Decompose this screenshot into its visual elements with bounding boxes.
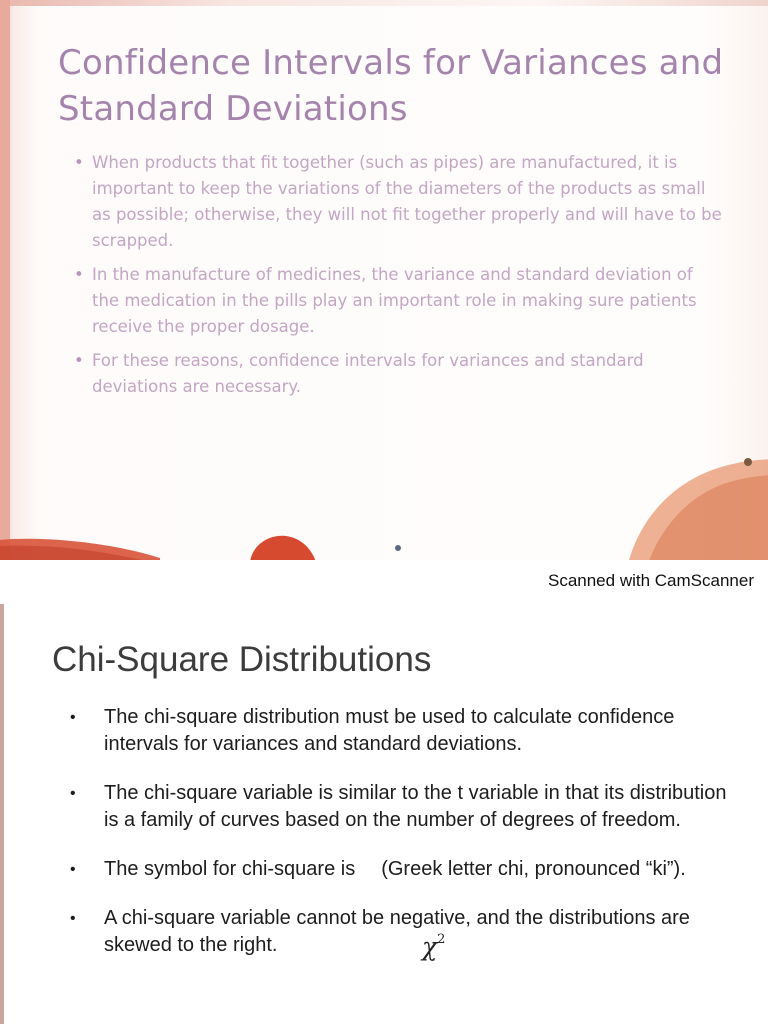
- slide2-bullet-3-text-after: (Greek letter chi, pronounced “ki”).: [381, 858, 686, 880]
- slide2-bullet-4: [70, 905, 740, 959]
- bullet-icon: •: [70, 910, 76, 927]
- slide2-bullet-1: [70, 704, 740, 758]
- slide1-title: Confidence Intervals for Variances and Standard Deviations: [58, 43, 724, 129]
- bullet-icon: •: [74, 351, 84, 370]
- decorative-blob-right: [628, 454, 768, 560]
- slide2-bullet-3: [70, 856, 740, 883]
- slide2-bullet-4-text: A chi-square variable cannot be negative, and the distributions are skewed to the right.: [104, 907, 690, 956]
- bullet-icon: •: [70, 709, 76, 726]
- slide1-bullet-3-text: For these reasons, confidence intervals for variances and standard deviations are necessary.: [92, 351, 644, 396]
- slide1-bullet-2: [74, 262, 724, 340]
- chi-letter: χ: [422, 932, 438, 961]
- slide1-bullet-list: [74, 150, 724, 408]
- bullet-icon: •: [74, 153, 84, 172]
- slide1-bullet-3: [74, 348, 724, 400]
- slide1-bullet-1: [74, 150, 724, 254]
- bullet-icon: •: [70, 785, 76, 802]
- slide-left-edge: [0, 604, 4, 1024]
- camscanner-watermark: Scanned with CamScanner: [547, 571, 754, 590]
- decorative-blobs-bottom: [0, 528, 768, 560]
- chi-square-symbol: [422, 932, 445, 961]
- slide1-bullet-1-text: When products that fit together (such as pipes) are manufactured, it is important to keep the variations of the diameters of the products as small as possible; otherwise, they will not fit together properly and will have to be scrapped.: [92, 153, 722, 250]
- chi-exponent: 2: [437, 932, 446, 947]
- slide-left-edge: [0, 0, 10, 560]
- slide-chi-square-distributions: [0, 604, 768, 1024]
- bullet-icon: •: [70, 861, 76, 878]
- slide-top-strip: [0, 0, 768, 6]
- slide2-bullet-2-text: The chi-square variable is similar to the t variable in that its distribution is a family of curves based on the number of degrees of freedom.: [104, 782, 727, 831]
- slide2-bullet-1-text: The chi-square distribution must be used to calculate confidence intervals for variances and standard deviations.: [104, 706, 675, 755]
- slide1-bullet-2-text: In the manufacture of medicines, the variance and standard deviation of the medication in the pills play an important role in making sure patients receive the proper dosage.: [92, 265, 697, 336]
- slide2-bullet-list: [70, 704, 740, 981]
- slide2-bullet-3-text-before: The symbol for chi-square is: [104, 858, 356, 880]
- bullet-icon: •: [74, 265, 84, 284]
- slide2-title: Chi-Square Distributions: [52, 640, 432, 679]
- slide2-bullet-2: [70, 780, 740, 834]
